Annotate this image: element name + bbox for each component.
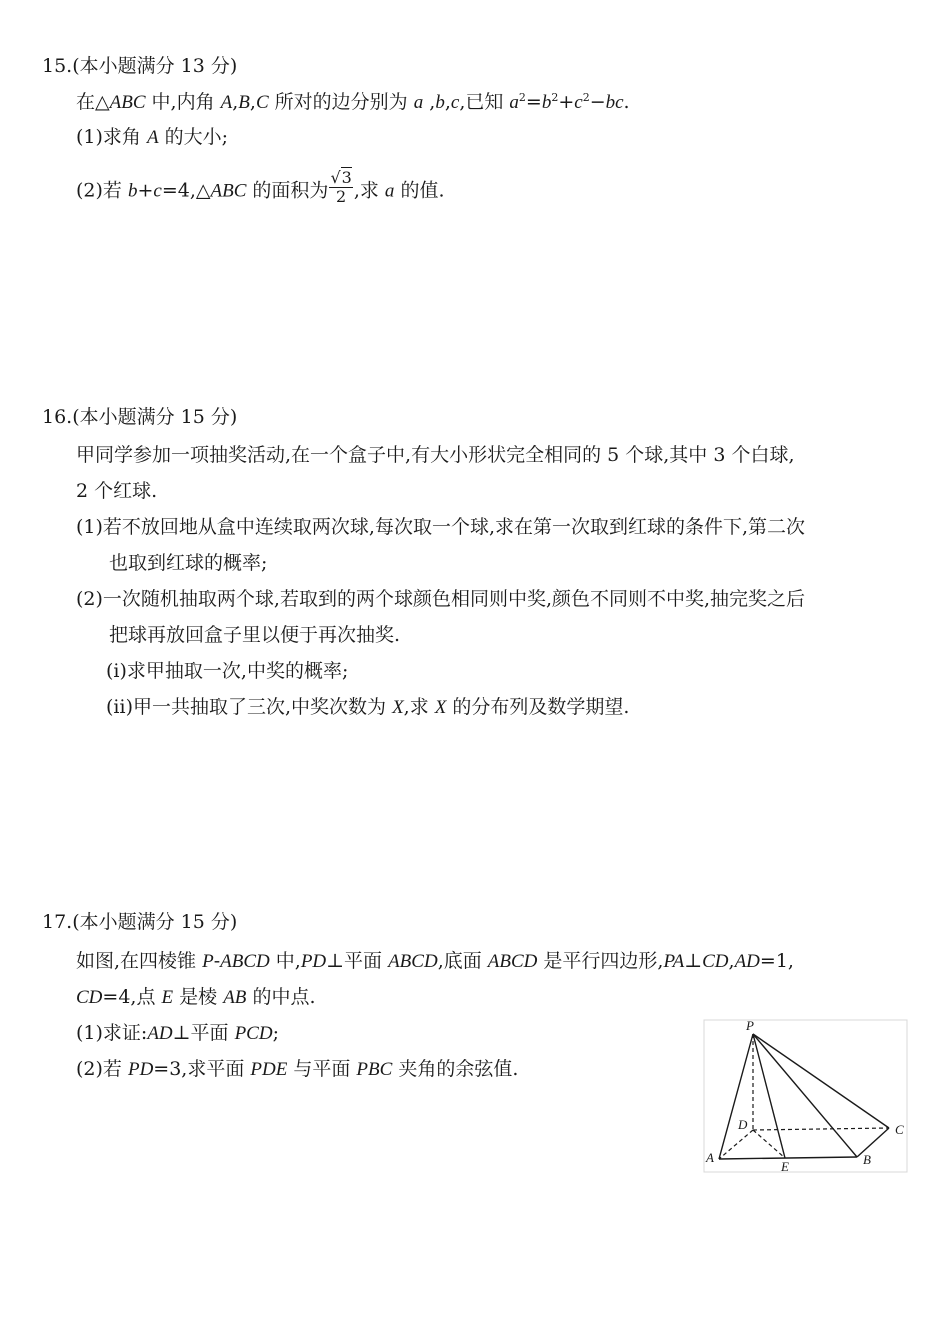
q16-stem-line1: 甲同学参加一项抽奖活动,在一个盒子中,有大小形状完全相同的 5 个球,其中 3 个白球, <box>76 444 795 466</box>
q15-stem-part: a <box>413 92 424 113</box>
q16-part2-line1: (2)一次随机抽取两个球,若取到的两个球颜色相同则中奖,颜色不同则不中奖,抽完奖之后 <box>76 588 806 610</box>
q15-stem-exp: 2 <box>582 91 590 104</box>
q17-stem-text: CD <box>702 951 729 972</box>
q16-header: 16.(本小题满分 15 分) <box>42 406 238 428</box>
q17-stem-text: E <box>161 987 174 1008</box>
q15-part2-text: a <box>384 180 395 202</box>
q16-part2-sub-i: (ⅰ)求甲抽取一次,中奖的概率; <box>106 660 349 682</box>
area-fraction <box>329 170 352 205</box>
q17-stem-text: PA <box>663 951 685 972</box>
edge-DC <box>753 1128 889 1130</box>
q17-part2-text: PD <box>127 1059 154 1080</box>
pyramid-figure <box>703 1018 909 1176</box>
q15-stem-part: ,已知 <box>459 91 510 113</box>
q16-sub-ii-text: X <box>434 697 447 718</box>
edge-DE <box>753 1130 785 1158</box>
label-A: A <box>706 1150 714 1165</box>
q17-part1 <box>76 1024 279 1043</box>
q17-part1-text: AD <box>147 1023 173 1044</box>
q15-part2-text: =4,△ <box>161 179 211 202</box>
q17-stem-text: ,底面 <box>437 950 488 972</box>
q17-part2-text: PBC <box>356 1059 393 1080</box>
q15-part2-text: c <box>153 180 162 202</box>
q17-part2-text: =3,求平面 <box>153 1058 251 1080</box>
q15-part1 <box>76 128 228 147</box>
q15-stem-part: C <box>255 92 269 113</box>
q17-part2-text: PDE <box>250 1059 288 1080</box>
q15-stem-part: 所对的边分别为 <box>268 91 414 113</box>
q17-stem-text: ⊥ <box>684 950 703 972</box>
q17-stem-text: AB <box>223 987 247 1008</box>
sqrt-expression <box>330 170 351 186</box>
q15-stem-part: , <box>423 91 436 113</box>
q17-stem-text: 的中点. <box>246 986 316 1008</box>
q15-stem-part: = <box>525 91 542 113</box>
q17-stem-text: 是平行四边形, <box>537 950 664 972</box>
q17-stem-text: ⊥平面 <box>326 950 389 972</box>
q15-stem-part: 在△ <box>76 91 110 113</box>
q17-part2-text: 夹角的余弦值. <box>392 1058 519 1080</box>
label-B: B <box>863 1152 871 1167</box>
q15-part2-text: ,求 <box>353 179 385 202</box>
edge-PA <box>719 1034 753 1159</box>
q15-stem-part: . <box>623 91 630 113</box>
q16-sub-ii-text: (ⅱ)甲一共抽取了三次,中奖次数为 <box>106 696 393 718</box>
edge-BC <box>857 1128 889 1157</box>
sqrt-symbol: √ <box>330 168 341 187</box>
q15-stem-part: , <box>444 91 451 113</box>
q17-part1-text: ⊥平面 <box>172 1022 235 1044</box>
q17-part2 <box>76 1060 518 1079</box>
q15-part1-text: (1)求角 <box>76 126 147 148</box>
q16-part1-line2: 也取到红球的概率; <box>109 552 268 574</box>
q16-stem-line2: 2 个红球. <box>76 480 158 502</box>
q15-part2-text: 的值. <box>394 179 445 202</box>
q15-stem-part: , <box>232 91 239 113</box>
q17-header: 17.(本小题满分 15 分) <box>42 911 238 933</box>
q17-stem-line2 <box>76 988 316 1007</box>
q15-stem-part: b <box>435 92 445 113</box>
q15-stem-part: c <box>450 92 460 113</box>
q17-part1-text: (1)求证: <box>76 1022 148 1044</box>
q15-stem-exp: 2 <box>518 91 526 104</box>
q17-stem-text: 如图,在四棱锥 <box>76 950 203 972</box>
q16-sub-ii-text: X <box>392 697 404 718</box>
fraction-denominator: 2 <box>336 187 347 206</box>
q17-stem-text: - <box>213 950 221 972</box>
q15-stem-part: , <box>249 91 256 113</box>
label-P: P <box>746 1018 754 1033</box>
label-C: C <box>895 1122 904 1137</box>
q15-part1-text: 的大小; <box>158 126 229 148</box>
q17-stem-text: PD <box>300 951 327 972</box>
q16-sub-ii-text: 的分布列及数学期望. <box>446 696 630 718</box>
q15-stem <box>76 92 630 112</box>
q15-stem-part: − <box>589 91 606 113</box>
q15-part1-text: A <box>146 127 159 148</box>
q16-sub-ii-text: ,求 <box>403 696 435 718</box>
q15-part2-text: + <box>137 179 154 202</box>
q17-stem-text: ABCD <box>487 951 538 972</box>
fraction-numerator <box>329 170 352 188</box>
q17-stem-text: P <box>202 951 214 972</box>
q17-part1-text: ; <box>272 1022 279 1044</box>
q15-stem-part: + <box>558 91 575 113</box>
sqrt-radicand: 3 <box>341 168 352 187</box>
edge-DA <box>719 1130 753 1159</box>
q17-stem-line1 <box>76 952 794 971</box>
q15-stem-part: c <box>574 92 583 113</box>
label-E: E <box>781 1159 789 1174</box>
q15-stem-part: A <box>220 92 233 113</box>
q17-stem-text: =1, <box>759 950 794 972</box>
q17-stem-text: =4,点 <box>102 986 162 1008</box>
q15-part2-text: ABC <box>210 180 247 202</box>
q17-stem-text: 是棱 <box>173 986 224 1008</box>
q17-part1-text: PCD <box>234 1023 273 1044</box>
q15-part2-text: (2)若 <box>76 179 128 202</box>
q17-stem-text: ABCD <box>220 951 270 972</box>
q15-part2-text: 的面积为 <box>246 179 329 202</box>
q15-stem-part: bc <box>605 92 624 113</box>
q17-stem-text: AD <box>734 951 760 972</box>
q16-part2-line2: 把球再放回盒子里以便于再次抽奖. <box>109 624 401 646</box>
q15-stem-part: B <box>238 92 250 113</box>
q15-header: 15.(本小题满分 13 分) <box>42 55 238 77</box>
q15-stem-exp: 2 <box>551 91 559 104</box>
q16-part1-line1: (1)若不放回地从盒中连续取两次球,每次取一个球,求在第一次取到红球的条件下,第二次 <box>76 516 806 538</box>
q17-stem-text: 中, <box>269 950 301 972</box>
q15-stem-part: b <box>541 92 552 113</box>
q17-stem-text: ABCD <box>388 951 438 972</box>
q15-stem-part: 中,内角 <box>145 91 221 113</box>
q15-part2-text: b <box>127 180 138 202</box>
q15-stem-part: a <box>509 92 519 113</box>
q17-stem-text: CD <box>76 987 103 1008</box>
q17-stem-text: , <box>728 950 735 972</box>
label-D: D <box>738 1117 748 1132</box>
q17-part2-text: 与平面 <box>287 1058 357 1080</box>
q17-part2-text: (2)若 <box>76 1058 128 1080</box>
q15-part2 <box>76 168 445 209</box>
q15-stem-part: ABC <box>109 92 146 113</box>
q16-part2-sub-ii <box>106 698 629 717</box>
